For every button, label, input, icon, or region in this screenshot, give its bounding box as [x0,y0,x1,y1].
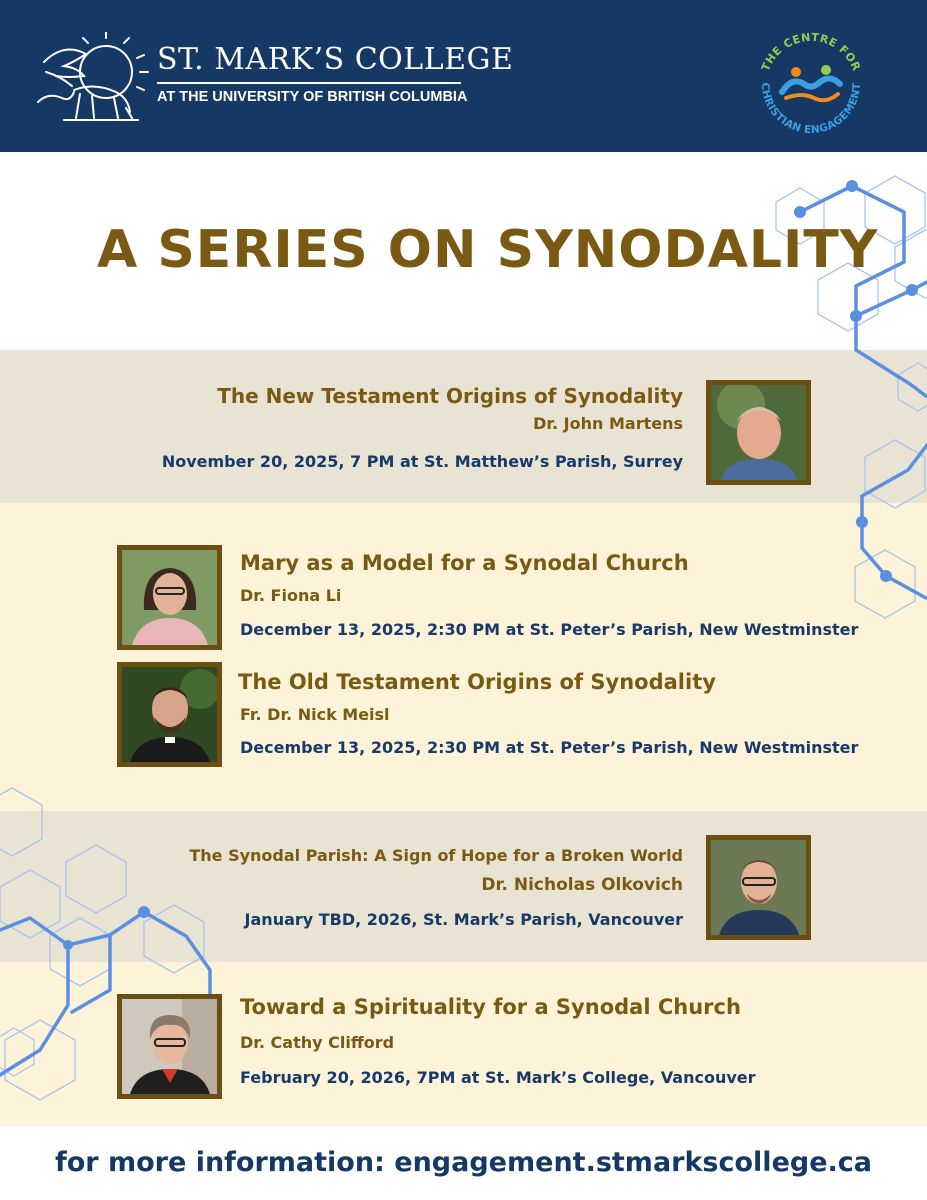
header-bar [0,0,927,152]
speaker-photo-cathy-clifford [117,994,222,1099]
speaker-photo-nick-meisl [117,662,222,767]
speaker-photo-nicholas-olkovich [706,835,811,940]
event-4-when: January TBD, 2026, St. Mark’s Parish, Vancouver [244,910,683,929]
speaker-photo-fiona-li [117,545,222,650]
event-4-title: The Synodal Parish: A Sign of Hope for a Broken World [189,846,683,865]
event-4-speaker: Dr. Nicholas Olkovich [481,875,683,895]
centre-for-christian-engagement-logo [752,26,870,144]
event-1-when: November 20, 2025, 7 PM at St. Matthew’s Parish, Surrey [161,452,683,471]
event-3-speaker: Fr. Dr. Nick Meisl [240,705,390,724]
college-name-rule [157,82,461,84]
event-5-speaker: Dr. Cathy Clifford [240,1033,395,1052]
event-5-when: February 20, 2026, 7PM at St. Mark’s College, Vancouver [240,1068,756,1087]
event-1-title: The New Testament Origins of Synodality [217,384,683,408]
centre-logo-bottom-text: CHRISTIAN ENGAGEMENT [758,82,864,137]
series-title: A SERIES ON SYNODALITY [97,220,879,280]
event-3-title: The Old Testament Origins of Synodality [238,670,716,694]
college-name: ST. MARK’S COLLEGE [157,42,514,77]
event-1-speaker: Dr. John Martens [533,414,683,433]
event-2-title: Mary as a Model for a Synodal Church [240,551,689,575]
event-2-when: December 13, 2025, 2:30 PM at St. Peter’s Parish, New Westminster [240,620,859,639]
speaker-photo-john-martens [706,380,811,485]
event-2-speaker: Dr. Fiona Li [240,586,342,605]
event-5-title: Toward a Spirituality for a Synodal Church [240,995,741,1019]
centre-logo-top-text: THE CENTRE FOR [758,30,864,74]
event-3-when: December 13, 2025, 2:30 PM at St. Peter’s Parish, New Westminster [240,738,859,757]
college-subtitle: AT THE UNIVERSITY OF BRITISH COLUMBIA [157,89,468,105]
winged-lion-logo-icon [34,32,152,128]
more-information-link[interactable]: for more information: engagement.stmarkscollege.ca [54,1147,872,1178]
